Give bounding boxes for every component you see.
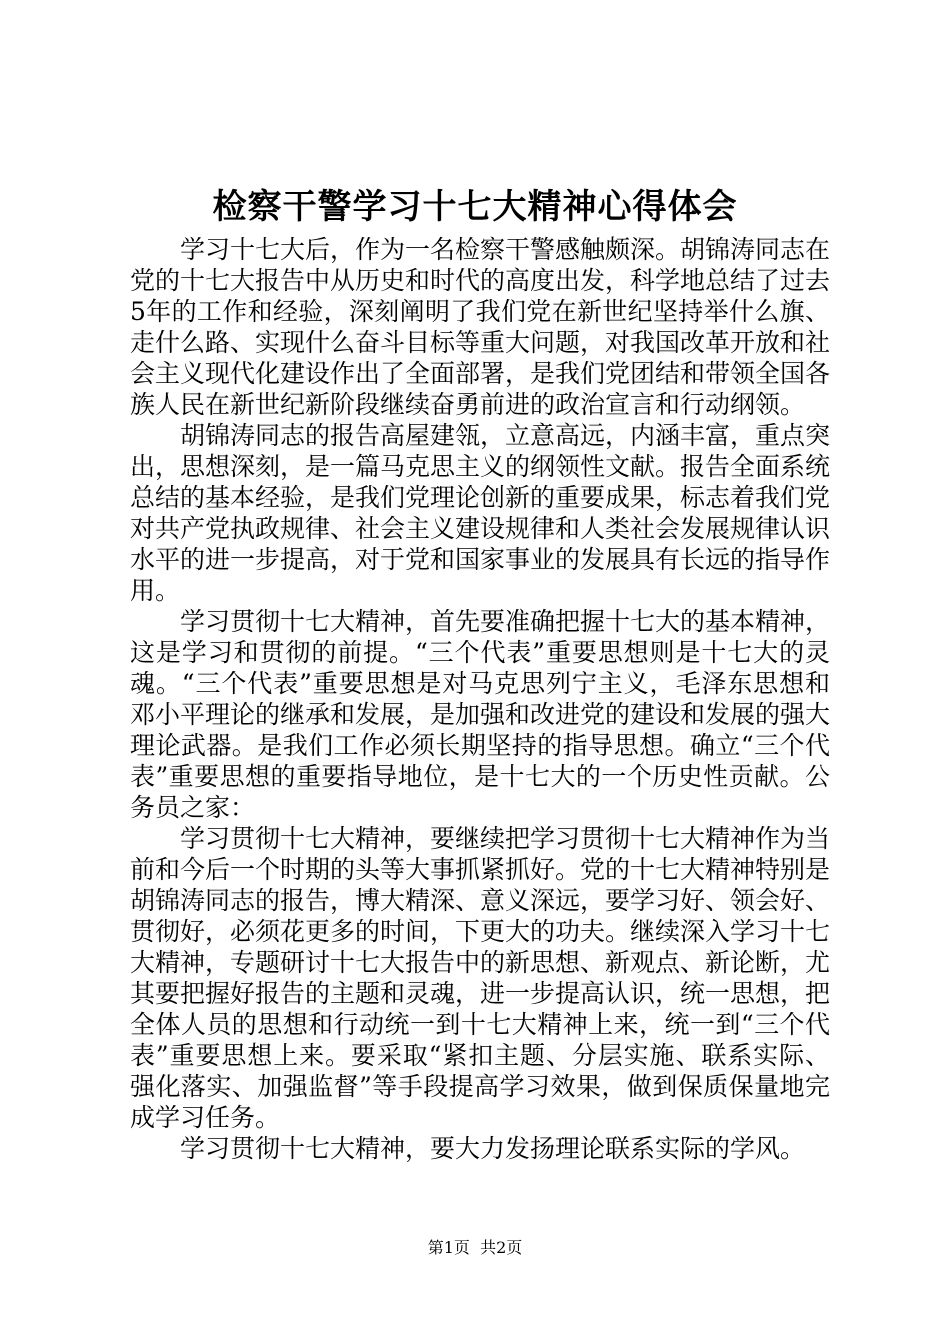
page-number: 第1页 共2页 [427,1238,523,1257]
paragraph-5: 学习贯彻十七大精神，要大力发扬理论联系实际的学风。 [180,1134,806,1163]
document-body [130,234,830,1164]
page-footer [0,1237,950,1259]
paragraph-3: 学习贯彻十七大精神，首先要准确把握十七大的基本精神，这是学习和贯彻的前提。“三个代表”重要思想则是十七大的灵魂。“三个代表”重要思想是对马克思列宁主义，毛泽东思想和邓小平理论的继承和发展，是加强和改进党的建设和发展的强大理论武器。是我们工作必须长期坚持的指导思想。确立“三个代表”重要思想的重要指导地位，是十七大的一个历史性贡献。公务员之家： [130,607,831,822]
paragraph-2: 胡锦涛同志的报告高屋建瓴，立意高远，内涵丰富，重点突出，思想深刻，是一篇马克思主义的纲领性文献。报告全面系统总结的基本经验，是我们党理论创新的重要成果，标志着我们党对共产党执政规律、社会主义建设规律和人类社会发展规律认识水平的进一步提高，对于党和国家事业的发展具有长远的指导作用。 [130,421,831,605]
document-title: 检察干警学习十七大精神心得体会 [212,187,738,227]
paragraph-1: 学习十七大后，作为一名检察干警感触颇深。胡锦涛同志在党的十七大报告中从历史和时代的高度出发，科学地总结了过去5年的工作和经验，深刻阐明了我们党在新世纪坚持举什么旗、走什么路、实现什么奋斗目标等重大问题，对我国改革开放和社会主义现代化建设作出了全面部署，是我们党团结和带领全国各族人民在新世纪新阶段继续奋勇前进的政治宣言和行动纲领。 [130,235,831,419]
paragraph-4: 学习贯彻十七大精神，要继续把学习贯彻十七大精神作为当前和今后一个时期的头等大事抓紧抓好。党的十七大精神特别是胡锦涛同志的报告，博大精深、意义深远，要学习好、领会好、贯彻好，必须花更多的时间，下更大的功夫。继续深入学习十七大精神，专题研讨十七大报告中的新思想、新观点、新论断，尤其要把握好报告的主题和灵魂，进一步提高认识，统一思想，把全体人员的思想和行动统一到十七大精神上来，统一到“三个代表”重要思想上来。要采取“紧扣主题、分层实施、联系实际、强化落实、加强监督”等手段提高学习效果，做到保质保量地完成学习任务。 [130,824,831,1132]
